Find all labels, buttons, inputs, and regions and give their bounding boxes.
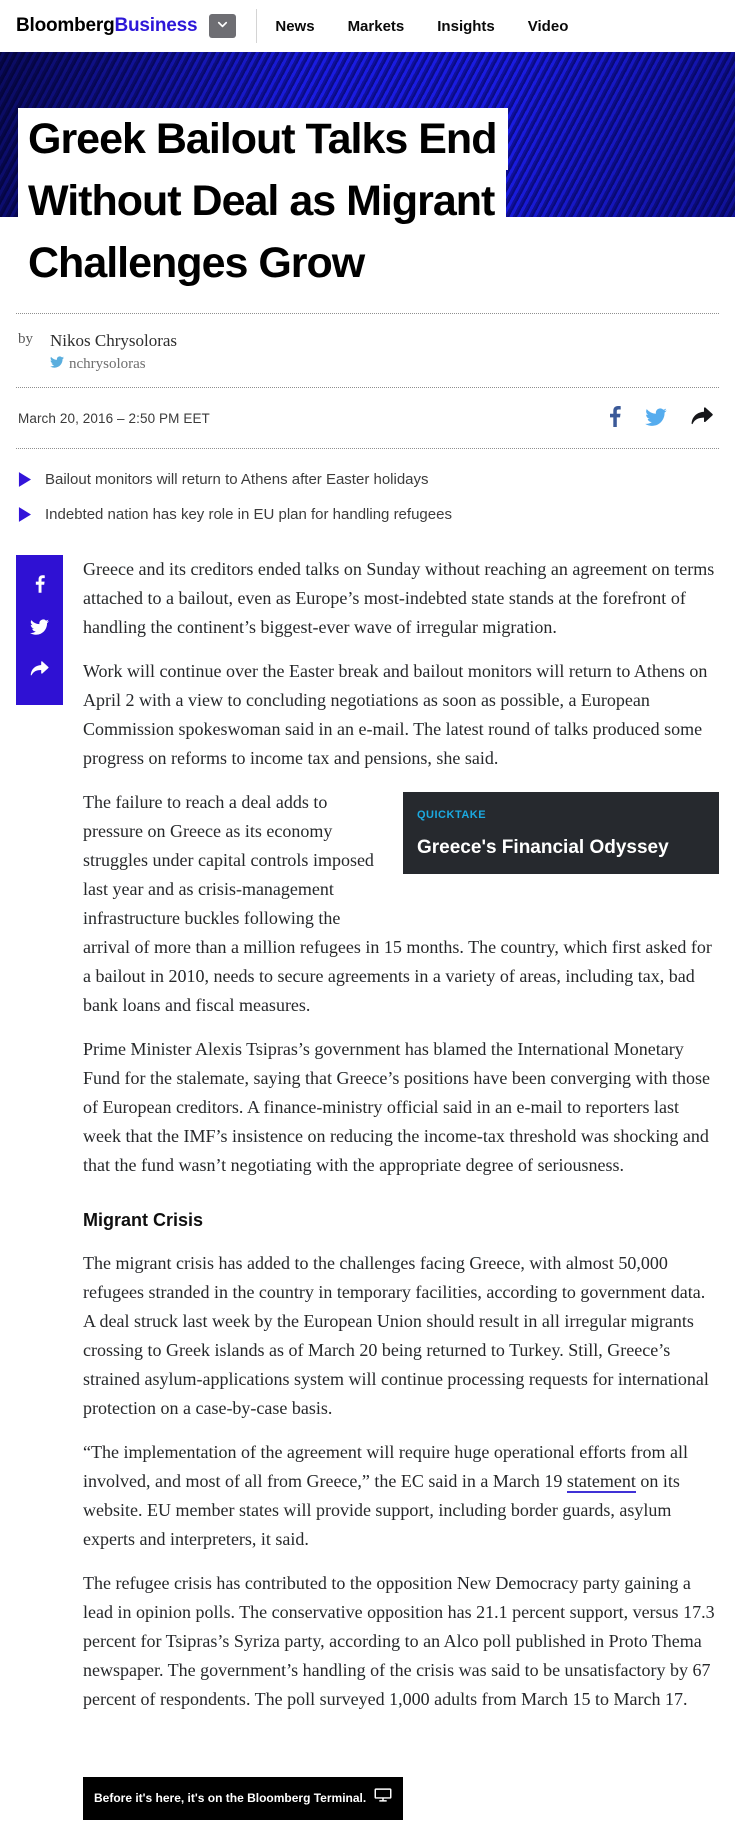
nav-divider <box>256 9 257 43</box>
headline-line-2: Without Deal as Migrant <box>18 170 506 232</box>
facebook-icon <box>609 406 621 430</box>
paragraph <box>83 788 719 1020</box>
nav-item-news[interactable]: News <box>275 17 315 35</box>
nav-items <box>275 18 568 35</box>
paragraph: The refugee crisis has contributed to the opposition New Democracy party gaining a lead in opinion polls. The conservative opposition has 21.1 percent support, versus 17.3 percent for Tsipras’s Syriza party, according to an Alco poll published in Proto Thema newspaper. The government’s handling of the crisis was said to be unsatisfactory by 67 percent of respondents. The poll surveyed 1,000 adults from March 15 to March 17. <box>83 1573 715 1709</box>
bullet-triangle-icon <box>18 507 31 527</box>
quicktake-kicker: QUICKTAKE <box>417 809 487 821</box>
byline-block <box>16 313 719 387</box>
rail-share-button[interactable] <box>30 661 49 677</box>
share-arrow-icon <box>30 665 49 680</box>
twitter-icon <box>645 408 667 429</box>
key-point-text: Bailout monitors will return to Athens after Easter holidays <box>45 471 429 488</box>
logo-bloomberg: Bloomberg <box>16 15 115 36</box>
bottom-padding <box>83 1820 719 1830</box>
twitter-share-button[interactable] <box>645 408 667 429</box>
headline-line-1: Greek Bailout Talks End <box>18 108 508 170</box>
key-point-item <box>18 504 717 527</box>
paragraph: Greece and its creditors ended talks on Sunday without reaching an agreement on terms attached to a bailout, even as Europe’s most-indebted state stands at the forefront of handling the continent’s biggest-ever wave of irregular migration. <box>83 559 715 637</box>
publish-datetime: March 20, 2016 – 2:50 PM EET <box>18 410 210 426</box>
headline-line-3: Challenges Grow <box>18 232 376 294</box>
section-subheading: Migrant Crisis <box>83 1210 204 1230</box>
paragraph: The migrant crisis has added to the challenges facing Greece, with almost 50,000 refugees stranded in the country in temporary facilities, according to government data. A deal struck last week by the European Union should result in all irregular migrants crossing to Greek islands as of March 20 being returned to Turkey. Still, Greece’s strained asylum-applications system will continue processing requests for international protection on a case-by-case basis. <box>83 1253 709 1418</box>
paragraph: Prime Minister Alexis Tsipras’s government has blamed the International Monetary Fund for the stalemate, saying that Greece’s positions have been converging with those of European creditors. A finance-ministry official said in an e-mail to reporters last week that the IMF’s insistence on reducing the income-tax threshold was shocking and that the fund wasn’t negotiating with the appropriate degree of seriousness. <box>83 1039 711 1175</box>
twitter-icon <box>50 355 64 373</box>
byline-author-link[interactable]: Nikos Chrysoloras <box>50 331 178 350</box>
nav-item-markets[interactable]: Markets <box>347 17 405 35</box>
paragraph: Work will continue over the Easter break and bailout monitors will return to Athens on April 2 with a view to concluding negotiations as soon as possible, a European Commission spokeswoman said in an e-mail. The latest round of talks produced some progress on reforms to income tax and pensions, she said. <box>83 661 708 768</box>
key-point-item <box>18 469 717 492</box>
logo-business: Business <box>114 15 198 36</box>
bloomberg-logo[interactable] <box>16 15 197 37</box>
rail-twitter-button[interactable] <box>30 619 49 635</box>
article-paragraphs <box>83 555 719 1830</box>
rail-facebook-button[interactable] <box>35 575 45 593</box>
key-point-text: Indebted nation has key role in EU plan for handling refugees <box>45 506 452 523</box>
share-icons-row <box>609 406 717 430</box>
nav-item-video[interactable]: Video <box>527 17 569 35</box>
nav-item-insights[interactable]: Insights <box>437 17 495 35</box>
chevron-down-icon <box>215 17 230 35</box>
paragraph-text: “The implementation of the agreement will require huge operational efforts from all involved, and most of all from Greece,” the EC said in a March 19 <box>83 1442 688 1491</box>
paragraph-text: on its website. EU member states will provide support, including border guards, asylum experts and interpreters, it said. <box>83 1471 680 1549</box>
quicktake-title: Greece's Financial Odyssey <box>417 837 669 858</box>
share-rail <box>16 555 63 705</box>
quicktake-card[interactable] <box>403 792 719 874</box>
facebook-icon <box>35 581 45 596</box>
bullet-triangle-icon <box>18 472 31 492</box>
paragraph-text: The failure to reach a deal adds to pressure on Greece as its economy struggles under capital controls imposed last year and as crisis-management infrastructure buckles following the arrival of more than a million refugees in 15 months. The country, which first asked for a bailout in 2010, needs to secure agreements in a variety of areas, including tax, bad bank loans and fiscal measures. <box>83 792 712 1015</box>
bloomberg-terminal-banner[interactable] <box>83 1777 403 1820</box>
top-nav <box>0 0 735 52</box>
hero-image <box>0 52 735 287</box>
share-arrow-icon <box>691 407 713 429</box>
key-points <box>16 449 719 545</box>
twitter-icon <box>30 623 49 638</box>
statement-link[interactable]: statement <box>566 1471 636 1491</box>
byline-prefix: by <box>18 331 33 347</box>
nav-dropdown-button[interactable] <box>209 14 236 38</box>
dateline-block <box>16 387 719 449</box>
article-headline <box>18 108 618 294</box>
facebook-share-button[interactable] <box>609 406 621 430</box>
generic-share-button[interactable] <box>691 407 713 429</box>
byline-twitter-handle[interactable]: nchrysoloras <box>69 355 146 372</box>
terminal-banner-text: Before it's here, it's on the Bloomberg Terminal. <box>94 1791 367 1805</box>
paragraph <box>83 1438 719 1554</box>
terminal-icon <box>374 1784 392 1813</box>
article-body <box>16 545 719 1830</box>
content-column <box>0 313 735 1830</box>
